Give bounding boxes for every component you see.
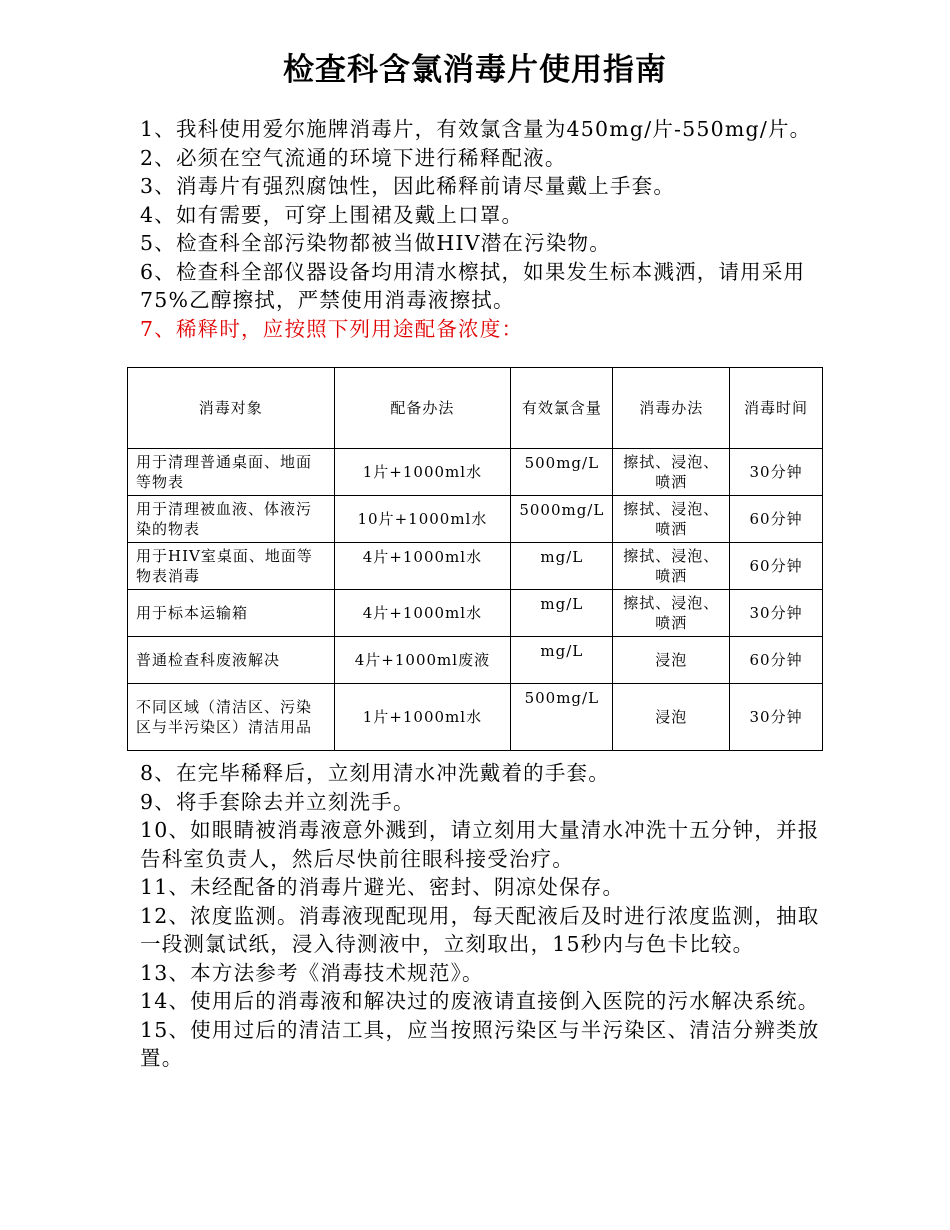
table-cell: 擦拭、浸泡、喷洒 (613, 543, 730, 590)
instruction-item: 10、如眼睛被消毒液意外溅到，请立刻用大量清水冲洗十五分钟，并报告科室负责人，然后尽快前往眼科接受治疗。 (140, 818, 820, 871)
table-cell: 30分钟 (730, 590, 823, 637)
table-cell: 用于HIV室桌面、地面等物表消毒 (128, 543, 335, 590)
table-row (128, 449, 823, 496)
table-cell: 30分钟 (730, 684, 823, 751)
table-header: 消毒办法 (613, 368, 730, 449)
table-cell: 500mg/L (511, 684, 613, 751)
table-cell: mg/L (511, 590, 613, 637)
table-row (128, 496, 823, 543)
table-cell: 不同区域（清洁区、污染区与半污染区）清洁用品 (128, 684, 335, 751)
table-cell: 1片+1000ml水 (334, 684, 511, 751)
instruction-item: 4、如有需要，可穿上围裙及戴上口罩。 (140, 202, 524, 227)
instructions-bottom (140, 759, 820, 1073)
table-cell: 60分钟 (730, 543, 823, 590)
instruction-item: 6、检查科全部仪器设备均用清水檫拭，如果发生标本溅洒，请用采用75%乙醇擦拭，严禁使用消毒液擦拭。 (140, 259, 806, 312)
instructions-top (140, 115, 820, 343)
table-cell: 1片+1000ml水 (334, 449, 511, 496)
table-row (128, 684, 823, 751)
instruction-item: 3、消毒片有强烈腐蚀性，因此稀释前请尽量戴上手套。 (140, 174, 676, 198)
table-header: 消毒对象 (128, 368, 335, 449)
instruction-item: 14、使用后的消毒液和解决过的废液请直接倒入医院的污水解决系统。 (140, 989, 820, 1013)
table-cell: 普通检查科废液解决 (128, 637, 335, 684)
table-cell: 浸泡 (613, 684, 730, 751)
instruction-item-highlight: 7、稀释时，应按照下列用途配备浓度： (140, 316, 524, 341)
instruction-item: 15、使用过后的清洁工具，应当按照污染区与半污染区、清洁分辨类放置。 (140, 1017, 820, 1070)
table-header: 有效氯含量 (511, 368, 613, 449)
table-cell: 4片+1000ml水 (334, 590, 511, 637)
table-cell: 30分钟 (730, 449, 823, 496)
dilution-table (127, 367, 823, 751)
table-cell: 用于标本运输箱 (128, 590, 335, 637)
instruction-item: 11、未经配备的消毒片避光、密封、阴凉处保存。 (140, 875, 625, 899)
instruction-item: 2、必须在空气流通的环境下进行稀释配液。 (140, 145, 567, 170)
table-cell: 4片+1000ml废液 (334, 637, 511, 684)
table-row (128, 637, 823, 684)
table-cell: 用于清理被血液、体液污染的物表 (128, 496, 335, 543)
table-header-row (128, 368, 823, 449)
instruction-item: 12、浓度监测。消毒液现配现用，每天配液后及时进行浓度监测，抽取一段测氯试纸，浸入待测液中，立刻取出，15秒内与色卡比较。 (140, 903, 820, 956)
table-cell: 60分钟 (730, 637, 823, 684)
page-title: 检查科含氯消毒片使用指南 (283, 52, 667, 88)
instruction-item: 9、将手套除去并立刻洗手。 (140, 789, 415, 814)
table-cell: 浸泡 (613, 637, 730, 684)
table-header: 消毒时间 (730, 368, 823, 449)
table-cell: 5000mg/L (511, 496, 613, 543)
instruction-item: 13、本方法参考《消毒技术规范》。 (140, 960, 484, 985)
table-cell: mg/L (511, 543, 613, 590)
table-header: 配备办法 (334, 368, 511, 449)
table-cell: mg/L (511, 637, 613, 684)
table-cell: 擦拭、浸泡、喷洒 (613, 449, 730, 496)
instruction-item: 5、检查科全部污染物都被当做HIV潜在污染物。 (140, 231, 611, 255)
table-cell: 擦拭、浸泡、喷洒 (613, 496, 730, 543)
instruction-item: 1、我科使用爱尔施牌消毒片，有效氯含量为450mg/片-550mg/片。 (140, 117, 812, 141)
table-cell: 擦拭、浸泡、喷洒 (613, 590, 730, 637)
table-cell: 60分钟 (730, 496, 823, 543)
table-row (128, 543, 823, 590)
table-cell: 用于清理普通桌面、地面等物表 (128, 449, 335, 496)
table-row (128, 590, 823, 637)
table-cell: 4片+1000ml水 (334, 543, 511, 590)
table-cell: 500mg/L (511, 449, 613, 496)
table-cell: 10片+1000ml水 (334, 496, 511, 543)
instruction-item: 8、在完毕稀释后，立刻用清水冲洗戴着的手套。 (140, 761, 610, 785)
